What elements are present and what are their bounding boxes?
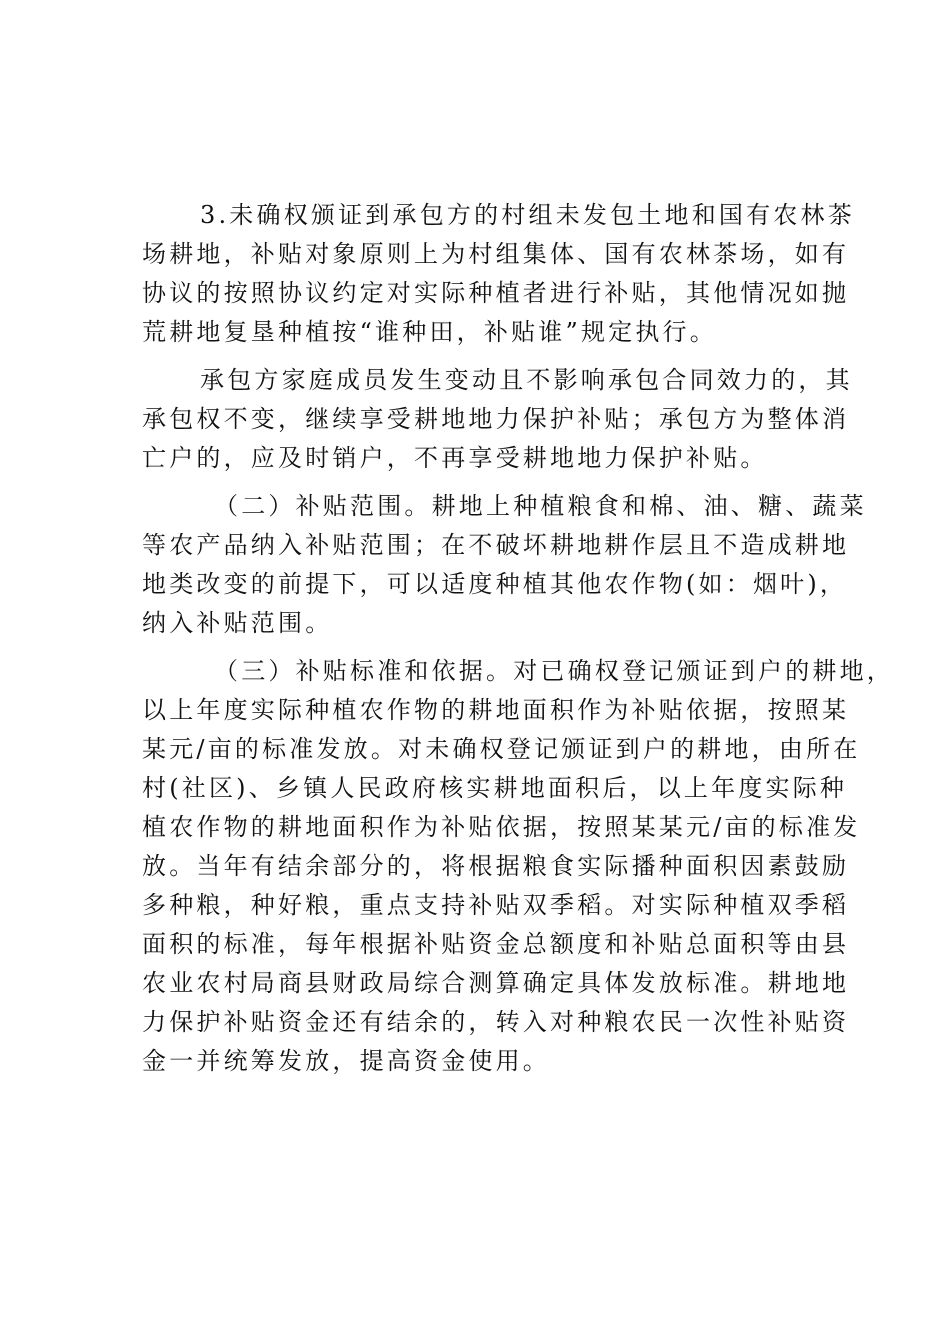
paragraph-2	[142, 361, 853, 478]
paragraph-line: 承包权不变，继续享受耕地地力保护补贴；承包方为整体消	[142, 405, 850, 433]
paragraph-line: 力保护补贴资金还有结余的，转入对种粮农民一次性补贴资	[142, 1008, 850, 1036]
paragraph-line: 地类改变的前提下，可以适度种植其他农作物(如：烟叶)，	[142, 570, 848, 598]
paragraph-line: 场耕地，补贴对象原则上为村组集体、国有农林茶场，如有	[142, 240, 850, 268]
paragraph-line: 承包方家庭成员发生变动且不影响承包合同效力的，其	[200, 366, 853, 394]
paragraph-line: 多种粮，种好粮，重点支持补贴双季稻。对实际种植双季稻	[142, 891, 850, 919]
paragraph-line: 亡户的，应及时销户，不再享受耕地地力保护补贴。	[142, 444, 768, 472]
paragraph-line: 农业农村局商县财政局综合测算确定具体发放标准。耕地地	[142, 969, 850, 997]
paragraph-line: 荒耕地复垦种植按“谁种田，补贴谁”规定执行。	[142, 318, 717, 346]
document-body	[142, 196, 894, 1081]
paragraph-line: 植农作物的耕地面积作为补贴依据，按照某某元/亩的标准发	[142, 813, 861, 841]
paragraph-line: 3.未确权颁证到承包方的村组未发包土地和国有农林茶	[200, 201, 855, 229]
paragraph-line: 放。当年有结余部分的，将根据粮食实际播种面积因素鼓励	[142, 852, 850, 880]
paragraph-line: 面积的标准，每年根据补贴资金总额度和补贴总面积等由县	[142, 930, 850, 958]
paragraph-line: 金一并统筹发放，提高资金使用。	[142, 1047, 550, 1075]
paragraph-line: 协议的按照协议约定对实际种植者进行补贴，其他情况如抛	[142, 279, 850, 307]
paragraph-line: 某元/亩的标准发放。对未确权登记颁证到户的耕地，由所在	[142, 735, 861, 763]
paragraph-line: 等农产品纳入补贴范围；在不破坏耕地耕作层且不造成耕地	[142, 531, 850, 559]
paragraph-3	[142, 487, 867, 643]
paragraph-line: 村(社区)、乡镇人民政府核实耕地面积后，以上年度实际种	[142, 774, 848, 802]
paragraph-line: 纳入补贴范围。	[142, 609, 333, 637]
paragraph-line: （三）补贴标准和依据。对已确权登记颁证到户的耕地，	[214, 657, 894, 685]
paragraph-line: （二）补贴范围。耕地上种植粮食和棉、油、糖、蔬菜	[214, 492, 867, 520]
paragraph-line: 以上年度实际种植农作物的耕地面积作为补贴依据，按照某	[142, 696, 850, 724]
paragraph-4	[142, 652, 894, 1081]
paragraph-1	[142, 196, 855, 352]
